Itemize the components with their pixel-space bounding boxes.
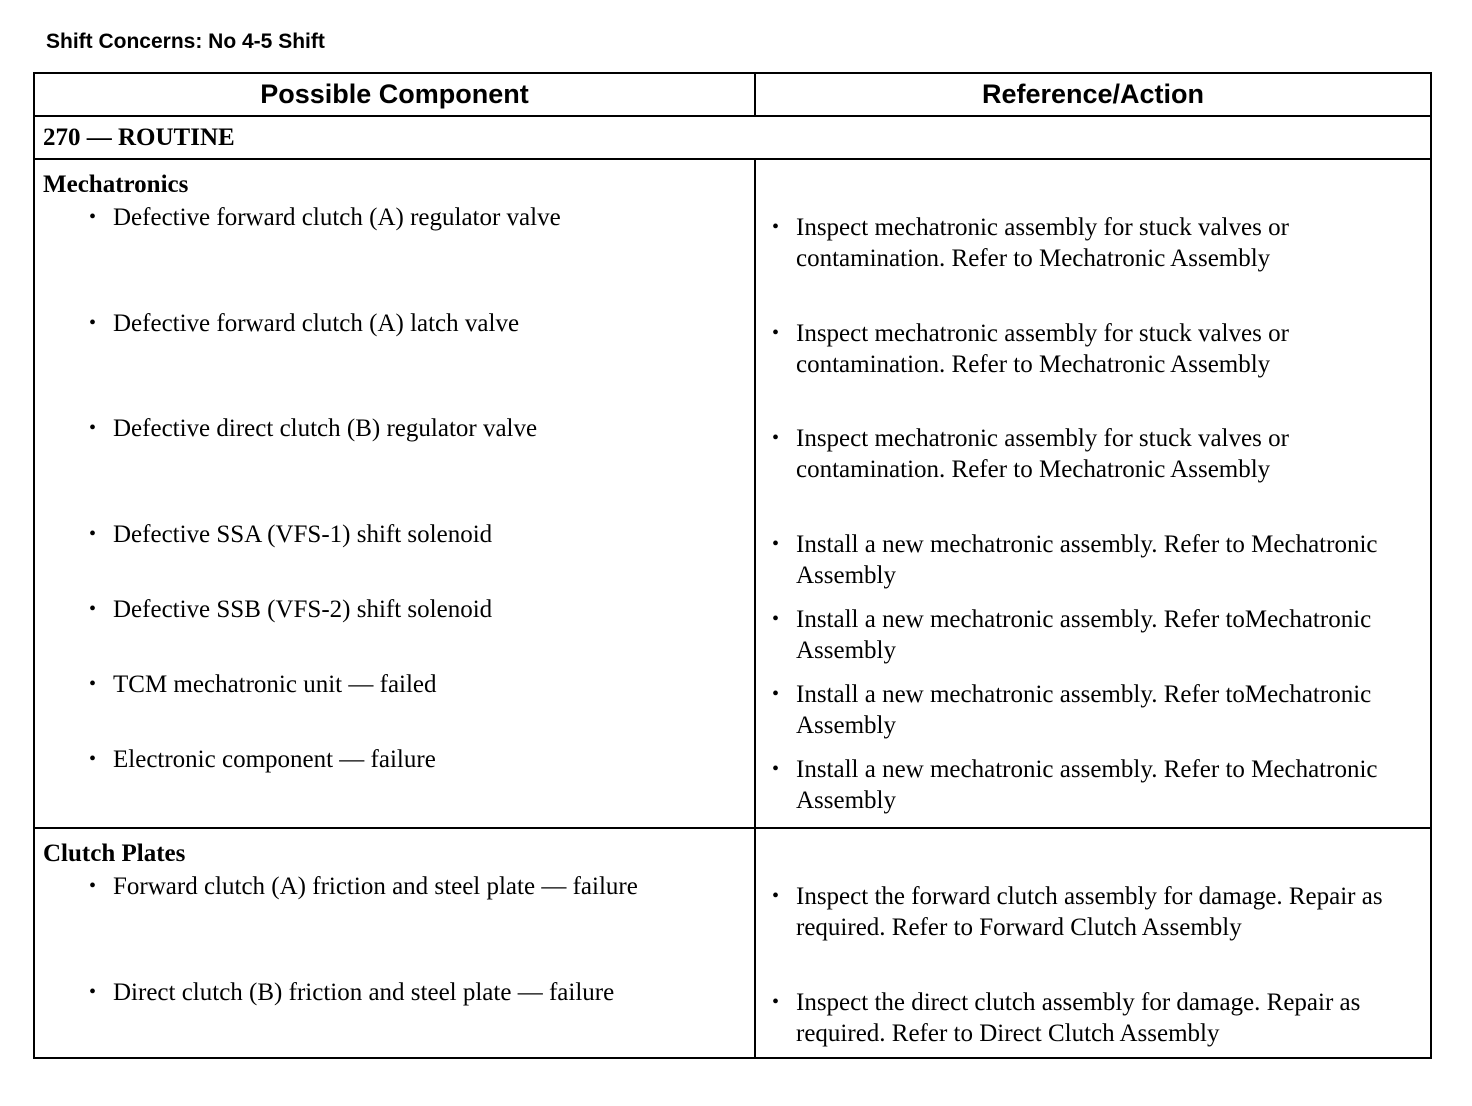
component-text: Defective direct clutch (B) regulator valve [113, 415, 538, 442]
list-item [756, 881, 1430, 987]
list-item [35, 308, 754, 413]
component-text: Direct clutch (B) friction and steel plate — failure [113, 979, 615, 1006]
bullet-icon: • [89, 312, 97, 334]
bullet-icon: • [772, 322, 780, 344]
clutch-plates-components [34, 828, 755, 1058]
list-item [756, 423, 1430, 529]
component-text: Defective SSA (VFS-1) shift solenoid [113, 521, 493, 548]
component-text: Defective forward clutch (A) regulator valve [113, 204, 561, 231]
section-clutch-plates [34, 828, 1431, 1058]
table-header-row [34, 73, 1431, 116]
bullet-icon: • [772, 608, 780, 630]
action-text: Install a new mechatronic assembly. Refer to Mechatronic Assembly [796, 531, 1378, 589]
list-item [756, 212, 1430, 318]
bullet-icon: • [89, 673, 97, 695]
list-item [756, 679, 1430, 754]
action-text: Inspect mechatronic assembly for stuck valves or contamination. Refer to Mechatronic Assembly [796, 214, 1289, 272]
bullet-icon: • [89, 748, 97, 770]
mechatronics-actions [755, 159, 1431, 828]
list-item [35, 519, 754, 594]
list-item [35, 871, 754, 977]
action-text: Inspect mechatronic assembly for stuck valves or contamination. Refer to Mechatronic Assembly [796, 320, 1289, 378]
list-item [756, 754, 1430, 827]
section-mechatronics [34, 159, 1431, 828]
list-item [35, 413, 754, 519]
routine-row [34, 116, 1431, 159]
list-item [756, 318, 1430, 423]
list-item [35, 202, 754, 308]
bullet-icon: • [89, 417, 97, 439]
shift-concerns-table [33, 72, 1432, 1059]
bullet-icon: • [772, 427, 780, 449]
mechatronics-components [34, 159, 755, 828]
component-text: Electronic component — failure [113, 746, 436, 773]
bullet-icon: • [772, 216, 780, 238]
component-text: TCM mechatronic unit — failed [113, 671, 437, 698]
action-text: Install a new mechatronic assembly. Refer toMechatronic Assembly [796, 681, 1372, 739]
bullet-icon: • [89, 206, 97, 228]
bullet-icon: • [772, 758, 780, 780]
component-text: Defective forward clutch (A) latch valve [113, 310, 520, 337]
bullet-icon: • [89, 523, 97, 545]
bullet-icon: • [89, 875, 97, 897]
header-possible-component: Possible Component [34, 73, 755, 116]
bullet-icon: • [89, 598, 97, 620]
page-title: Shift Concerns: No 4-5 Shift [46, 30, 325, 53]
clutch-plates-actions [755, 828, 1431, 1058]
bullet-icon: • [772, 885, 780, 907]
list-item [756, 529, 1430, 604]
action-text: Install a new mechatronic assembly. Refer toMechatronic Assembly [796, 606, 1372, 664]
section-label-mechatronics: Mechatronics [43, 171, 189, 198]
bullet-icon: • [772, 991, 780, 1013]
bullet-icon: • [772, 533, 780, 555]
list-item [35, 744, 754, 817]
action-text: Inspect mechatronic assembly for stuck valves or contamination. Refer to Mechatronic Assembly [796, 425, 1289, 483]
list-item [756, 604, 1430, 679]
bullet-icon: • [772, 683, 780, 705]
header-reference-action: Reference/Action [755, 73, 1431, 116]
list-item [35, 977, 754, 1047]
list-item [35, 594, 754, 669]
component-text: Forward clutch (A) friction and steel plate — failure [113, 873, 638, 900]
list-item [35, 669, 754, 744]
action-text: Inspect the direct clutch assembly for damage. Repair as required. Refer to Direct Clutch Assembly [796, 989, 1361, 1047]
routine-label: 270 — ROUTINE [34, 116, 1431, 159]
action-text: Inspect the forward clutch assembly for damage. Repair as required. Refer to Forward Clutch Assembly [796, 883, 1383, 941]
bullet-icon: • [89, 981, 97, 1003]
list-item [756, 987, 1430, 1057]
component-text: Defective SSB (VFS-2) shift solenoid [113, 596, 493, 623]
action-text: Install a new mechatronic assembly. Refer to Mechatronic Assembly [796, 756, 1378, 814]
section-label-clutch-plates: Clutch Plates [43, 840, 186, 867]
